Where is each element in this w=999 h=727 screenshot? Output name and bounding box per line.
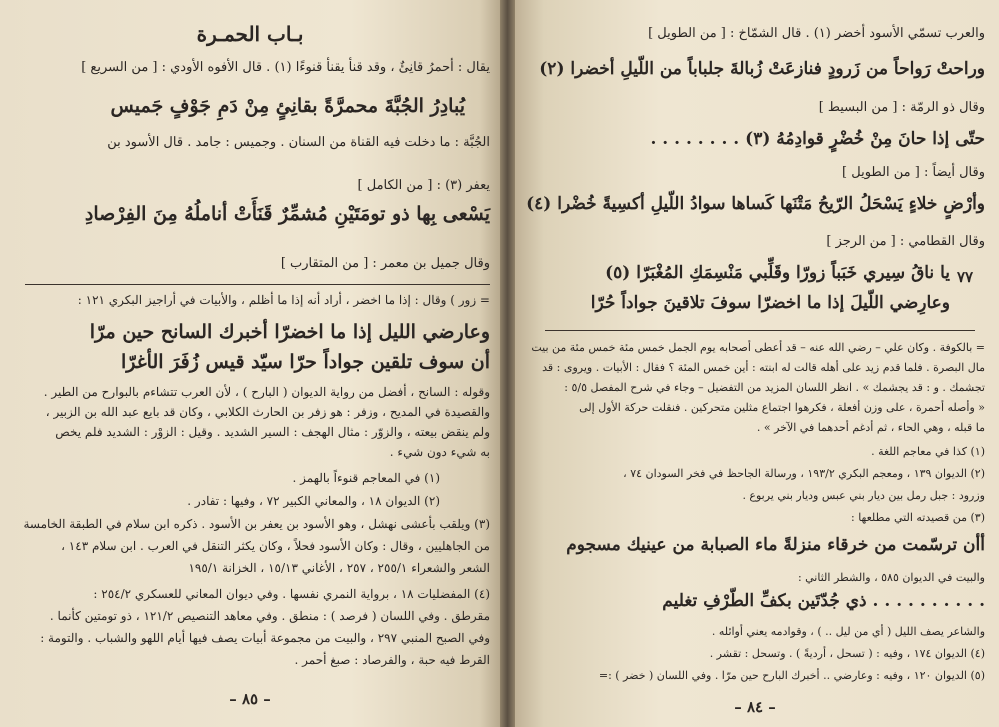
footnote-line: والشاعر يصف الليل ( أي من ليل .. ) ، وقوادمه يعني أوائله .	[711, 625, 985, 638]
intro-also: وقال أيضاً : [ من الطويل ]	[842, 165, 985, 180]
footnote-line: القرط فيه حبة ، والفرصاد : صبغ أحمر .	[294, 653, 490, 667]
verse-jamil-2: أن سوف تلقين جواداً حرّا سيّد قيس زُفَرَ الأغرّا	[120, 351, 490, 373]
verse-judatayn: . . . . . . . . . . ذي جُدّتَين بكفِّ الطّرْفِ تغليم	[662, 591, 985, 611]
footnote-4: (٤) الديوان ١٧٤ ، وفيه : ( تسحل ، أرديةً ) . وتسحل : تقشر .	[709, 647, 985, 660]
book-gutter	[500, 0, 515, 727]
intro-qutami: وقال القطامي : [ من الرجز ]	[826, 234, 985, 249]
footnote-5: (٥) الديوان ١٢٠ ، وفيه : وعارضي .. أخبرك البارح حين مرّا . وفي اللسان ( خضر ) :=	[598, 669, 985, 682]
intro-line: يقال : أحمرُ قانِئٌ ، وقد قنأ يقنأ قنوءًا (١) . قال الأفوه الأودي : [ من السريع ]	[81, 60, 490, 75]
footnote-line: وفي الصبح المنبي ٢٩٧ ، والبيت من مجموعة أبيات يصف فيها أيام اللهو والشباب . والتومة :	[40, 631, 490, 645]
footnote-line: والقصيدة في المديح ، وزفر : هو زفر بن الحارث الكلابي ، وكان قد بايع عبد الله بن الزبير ،	[45, 405, 490, 419]
footnote-line: مال البصرة . فلما قدم زيد على أهله قالت له ابنته : أين خمس المئة ؟ فقال : الأبيات . ويروى : قد	[542, 361, 985, 374]
verse-ard: وأرْضٍ خلاءٍ يَسْحَلُ الرّيحُ مَتْنَها كَساها سوادُ اللّيلِ أكسِيةً خُضْرا (٤)	[526, 194, 985, 214]
chapter-title: بـاب الحمـرة	[196, 22, 304, 46]
footnote-3: (٣) ويلقب بأعشى نهشل ، وهو الأسود بن يعفر بن الأسود . ذكره ابن سلام في الطبقة الخامسة	[23, 517, 490, 531]
footnote-divider	[545, 330, 975, 331]
footnote-line: والبيت في الديوان ٥٨٥ ، والشطر الثاني :	[797, 571, 985, 584]
verse-aswad: يَسْعى بِها ذو تومَتَيْنِ مُشمِّرٌ قَنَأَتْ أناملُهُ مِنَ الفِرْصادِ	[84, 203, 490, 225]
footnote-line: = بالكوفة . وكان علي – رضي الله عنه – قد أعطى أصحابه يوم الجمل خمس مئة خمس مئة من بيت	[531, 341, 985, 354]
intro-line: والعرب تسمّي الأسود أخضر (١) . قال الشمّاخ : [ من الطويل ]	[648, 26, 985, 41]
footnote-line: وقوله : السانح ، أفضل من رواية الديوان ( البارح ) ، لأن العرب تتشاءم بالبوارح من الطير .	[43, 385, 490, 399]
footnote-line: « وأصله أحمرة ، على وزن أفعلة ، فكرهوا اجتماع مثلين متحركين . فنقلت حركة الأول إلى	[579, 401, 985, 414]
page-number: – ٨٤ –	[734, 698, 776, 716]
footnote-line: مقرطق . وفي اللسان ( فرصد ) : منطق . وفي معاهد التنصيص ١٢١/٢ ، ذو تومتين كأنما .	[49, 609, 490, 623]
footnote-1: (١) كذا في معاجم اللغة .	[871, 445, 985, 458]
page-84	[515, 0, 999, 727]
intro-jamil: وقال جميل بن معمر : [ من المتقارب ]	[280, 256, 490, 271]
footnote-2: (٢) الديوان ١٣٩ ، ومعجم البكري ١٩٣/٢ ، ورسالة الجاحظ في فخر السودان ٧٤ ،	[623, 467, 985, 480]
verse-qutami-1: يا ناقُ سِيري خَبَباً زورّا وقَلِّبي مَنْسِمَكِ المُغْبَرّا (٥)	[605, 263, 950, 283]
footnote-line: وزرود : جبل رمل بين ديار بني عبس وديار بني يربوع .	[742, 489, 985, 502]
gloss-line: الجُبَّة : ما دخلت فيه القناة من السنان . وجميس : جامد . قال الأسود بن	[107, 135, 490, 150]
intro-aswad: يعفر (٣) : [ من الكامل ]	[357, 178, 490, 193]
footnote-3: (٣) من قصيدته التي مطلعها :	[851, 511, 985, 524]
verse-kharqa: أأن ترسّمت من خرقاء منزلةً ماء الصبابة من عينيك مسجوم	[566, 535, 985, 555]
footnote-2: (٢) الديوان ١٨ ، والمعاني الكبير ٧٢ ، وفيها : تفادر .	[187, 494, 440, 508]
verse-qutami-2: وعارِضي اللّيلَ إذا ما اخضرّا سوفَ تلاقينَ جواداً حُرّا	[590, 293, 950, 313]
footnote-divider	[25, 284, 490, 285]
footnote-1: (١) في المعاجم قنوءاً بالهمز .	[292, 471, 440, 485]
footnote-line: به شيء دون شيء .	[389, 445, 490, 459]
verse-shammakh: وراحتْ رَواحاً من زَرودٍ فنازعَتْ زُبالةَ جلباباً من اللّيلِ أخضرا (٢)	[539, 59, 985, 79]
footnote-line: ما قبله ، وهي الحاء ، ثم أدغم أحدهما في الآخر » .	[756, 421, 985, 434]
footnote-line: من الجاهليين ، وقال : وكان الأسود فحلاً ، وكان يكثر التنقل في العرب . ابن سلام ١٤٣ ،	[61, 539, 490, 553]
footnote-zawr: = زور ) وقال : إذا ما اخضر ، أراد أنه إذا ما أظلم ، والأبيات في أراجيز البكري ١٢١ :	[77, 293, 490, 307]
verse-jamil-1: وعارضي الليل إذا ما اخضرّا أخبرك السانح حين مرّا	[89, 321, 490, 343]
page-number: – ٨٥ –	[229, 690, 271, 708]
footnote-line: ولم ينقض بيعته ، والزوّر : مثال الهجف : السير الشديد . وقيل : الزوْر : الشديد فلم يخص	[55, 425, 490, 439]
margin-number: ٧٧	[957, 268, 974, 286]
footnote-line: الشعر والشعراء ٢٥٥/١ ، ٢٥٧ ، الأغاني ١٥/١٣ ، الخزانة ١٩٥/١	[188, 561, 490, 575]
verse-dhu-rumma: حتّى إذا حانَ مِنْ خُضْرٍ قوادِمُهُ (٣) . . . . . . . .	[650, 129, 985, 149]
intro-dhu-rumma: وقال ذو الرمّة : [ من البسيط ]	[818, 100, 985, 115]
verse-afwah: يُبادِرُ الجُبَّةَ محمرَّةً بقانِئٍ مِنْ دَمِ جَوْفٍ جَميس	[110, 95, 465, 117]
footnote-4: (٤) المفضليات ١٨ ، برواية النمري نفسها . وفي ديوان المعاني للعسكري ٢٥٤/٢ :	[93, 587, 490, 601]
footnote-line: تجشمك . و : قد يجشمك » . انظر اللسان المزيد من التفضيل – وجاء في شرح المفصل ٥/٥ :	[564, 381, 985, 394]
